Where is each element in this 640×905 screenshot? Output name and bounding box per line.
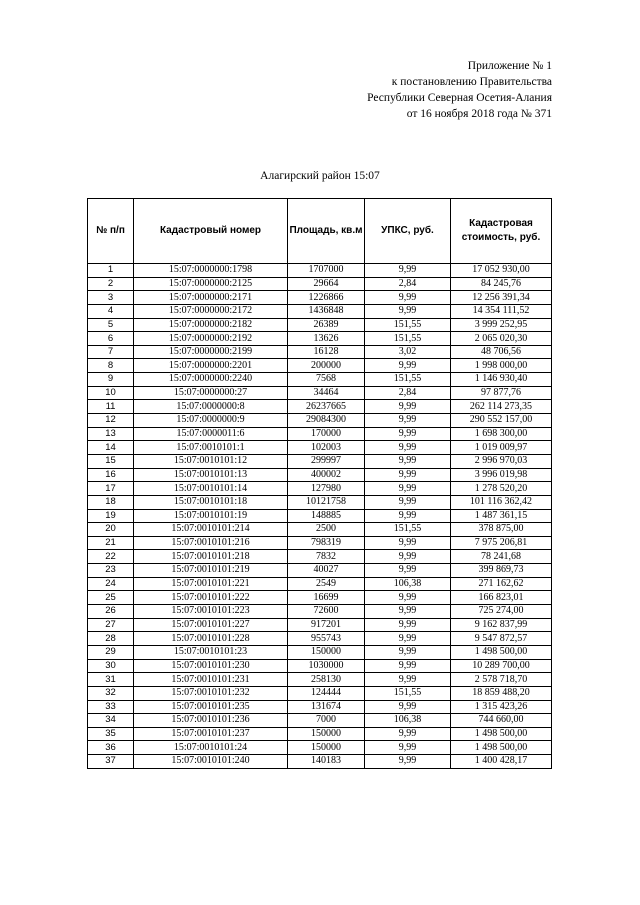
column-header-cadastral-value: Кадастровая стоимость, руб.: [451, 199, 552, 264]
upks-cell: 151,55: [365, 523, 451, 537]
cadastral-value-cell: 9 162 837,99: [451, 618, 552, 632]
column-header-area: Площадь, кв.м: [288, 199, 365, 264]
area-cell: 7000: [288, 714, 365, 728]
cadastral-number-cell: 15:07:0010101:240: [134, 755, 288, 769]
upks-cell: 9,99: [365, 482, 451, 496]
row-number-cell: 5: [88, 318, 134, 332]
upks-cell: 9,99: [365, 536, 451, 550]
upks-cell: 9,99: [365, 427, 451, 441]
appendix-line: к постановлению Правительства: [391, 76, 552, 88]
row-number-cell: 19: [88, 509, 134, 523]
area-cell: 258130: [288, 673, 365, 687]
area-cell: 7832: [288, 550, 365, 564]
cadastral-number-cell: 15:07:0010101:227: [134, 618, 288, 632]
table-header: [88, 199, 552, 264]
table-row: [88, 686, 552, 700]
area-cell: 1226866: [288, 291, 365, 305]
area-cell: 150000: [288, 645, 365, 659]
table-row: [88, 755, 552, 769]
table-row: [88, 482, 552, 496]
upks-cell: 9,99: [365, 468, 451, 482]
area-cell: 150000: [288, 727, 365, 741]
row-number-cell: 12: [88, 414, 134, 428]
table-row: [88, 332, 552, 346]
cadastral-number-cell: 15:07:0000000:2125: [134, 277, 288, 291]
row-number-cell: 36: [88, 741, 134, 755]
row-number-cell: 16: [88, 468, 134, 482]
appendix-header: [367, 58, 552, 122]
cadastral-value-cell: 2 065 020,30: [451, 332, 552, 346]
area-cell: 400002: [288, 468, 365, 482]
cadastral-number-cell: 15:07:0010101:236: [134, 714, 288, 728]
table-row: [88, 509, 552, 523]
cadastral-value-cell: 2 996 970,03: [451, 454, 552, 468]
cadastral-value-cell: 725 274,00: [451, 605, 552, 619]
upks-cell: 9,99: [365, 605, 451, 619]
upks-cell: 3,02: [365, 345, 451, 359]
cadastral-number-cell: 15:07:0000000:2240: [134, 373, 288, 387]
row-number-cell: 13: [88, 427, 134, 441]
row-number-cell: 30: [88, 659, 134, 673]
cadastral-number-cell: 15:07:0010101:12: [134, 454, 288, 468]
upks-cell: 9,99: [365, 632, 451, 646]
area-cell: 26389: [288, 318, 365, 332]
table-row: [88, 550, 552, 564]
upks-cell: 9,99: [365, 700, 451, 714]
cadastral-value-cell: 3 999 252,95: [451, 318, 552, 332]
cadastral-value-cell: 78 241,68: [451, 550, 552, 564]
row-number-cell: 33: [88, 700, 134, 714]
area-cell: 200000: [288, 359, 365, 373]
cadastral-number-cell: 15:07:0010101:221: [134, 577, 288, 591]
row-number-cell: 28: [88, 632, 134, 646]
area-cell: 131674: [288, 700, 365, 714]
cadastral-number-cell: 15:07:0010101:232: [134, 686, 288, 700]
cadastral-number-cell: 15:07:0010101:18: [134, 495, 288, 509]
table-row: [88, 345, 552, 359]
cadastral-number-cell: 15:07:0000000:1798: [134, 264, 288, 278]
cadastral-number-cell: 15:07:0000000:2201: [134, 359, 288, 373]
row-number-cell: 35: [88, 727, 134, 741]
row-number-cell: 21: [88, 536, 134, 550]
upks-cell: 9,99: [365, 454, 451, 468]
cadastral-number-cell: 15:07:0010101:237: [134, 727, 288, 741]
upks-cell: 106,38: [365, 714, 451, 728]
table-row: [88, 264, 552, 278]
table-row: [88, 427, 552, 441]
area-cell: 2500: [288, 523, 365, 537]
row-number-cell: 23: [88, 564, 134, 578]
column-header-number: № п/п: [88, 199, 134, 264]
cadastral-number-cell: 15:07:0000000:2199: [134, 345, 288, 359]
table-row: [88, 318, 552, 332]
appendix-line: от 16 ноября 2018 года № 371: [406, 108, 552, 120]
row-number-cell: 10: [88, 386, 134, 400]
area-cell: 148885: [288, 509, 365, 523]
cadastral-number-cell: 15:07:0010101:218: [134, 550, 288, 564]
upks-cell: 9,99: [365, 264, 451, 278]
cadastral-value-cell: 3 996 019,98: [451, 468, 552, 482]
upks-cell: 9,99: [365, 414, 451, 428]
cadastral-value-cell: 1 315 423,26: [451, 700, 552, 714]
column-header-upks: УПКС, руб.: [365, 199, 451, 264]
cadastral-value-cell: 1 498 500,00: [451, 727, 552, 741]
area-cell: 34464: [288, 386, 365, 400]
table-row: [88, 359, 552, 373]
area-cell: 1436848: [288, 304, 365, 318]
area-cell: 16128: [288, 345, 365, 359]
table-row: [88, 591, 552, 605]
area-cell: 1030000: [288, 659, 365, 673]
cadastral-value-cell: 262 114 273,35: [451, 400, 552, 414]
cadastral-value-cell: 744 660,00: [451, 714, 552, 728]
area-cell: 798319: [288, 536, 365, 550]
upks-cell: 106,38: [365, 577, 451, 591]
row-number-cell: 3: [88, 291, 134, 305]
cadastral-number-cell: 15:07:0000000:8: [134, 400, 288, 414]
table-row: [88, 673, 552, 687]
upks-cell: 151,55: [365, 318, 451, 332]
cadastral-number-cell: 15:07:0010101:19: [134, 509, 288, 523]
area-cell: 2549: [288, 577, 365, 591]
table-row: [88, 468, 552, 482]
cadastral-value-cell: 7 975 206,81: [451, 536, 552, 550]
table-row: [88, 727, 552, 741]
table-row: [88, 495, 552, 509]
area-cell: 16699: [288, 591, 365, 605]
area-cell: 1707000: [288, 264, 365, 278]
cadastral-number-cell: 15:07:0010101:230: [134, 659, 288, 673]
upks-cell: 151,55: [365, 686, 451, 700]
table-row: [88, 441, 552, 455]
cadastral-number-cell: 15:07:0010101:24: [134, 741, 288, 755]
cadastral-number-cell: 15:07:0000000:2172: [134, 304, 288, 318]
table-row: [88, 659, 552, 673]
table-row: [88, 632, 552, 646]
upks-cell: 151,55: [365, 332, 451, 346]
area-cell: 40027: [288, 564, 365, 578]
row-number-cell: 7: [88, 345, 134, 359]
cadastral-value-cell: 290 552 157,00: [451, 414, 552, 428]
row-number-cell: 17: [88, 482, 134, 496]
row-number-cell: 34: [88, 714, 134, 728]
cadastral-value-cell: 17 052 930,00: [451, 264, 552, 278]
table-row: [88, 645, 552, 659]
table-row: [88, 523, 552, 537]
cadastral-value-cell: 1 400 428,17: [451, 755, 552, 769]
upks-cell: 9,99: [365, 673, 451, 687]
table-row: [88, 277, 552, 291]
cadastral-value-cell: 48 706,56: [451, 345, 552, 359]
row-number-cell: 32: [88, 686, 134, 700]
table-row: [88, 741, 552, 755]
cadastral-number-cell: 15:07:0000011:6: [134, 427, 288, 441]
row-number-cell: 14: [88, 441, 134, 455]
cadastral-value-cell: 18 859 488,20: [451, 686, 552, 700]
upks-cell: 9,99: [365, 550, 451, 564]
cadastral-value-cell: 10 289 700,00: [451, 659, 552, 673]
cadastral-value-cell: 9 547 872,57: [451, 632, 552, 646]
cadastral-value-cell: 378 875,00: [451, 523, 552, 537]
cadastral-value-cell: 271 162,62: [451, 577, 552, 591]
row-number-cell: 22: [88, 550, 134, 564]
upks-cell: 151,55: [365, 373, 451, 387]
area-cell: 140183: [288, 755, 365, 769]
upks-cell: 9,99: [365, 645, 451, 659]
cadastral-table: [87, 198, 552, 769]
cadastral-number-cell: 15:07:0000000:9: [134, 414, 288, 428]
upks-cell: 9,99: [365, 304, 451, 318]
area-cell: 29084300: [288, 414, 365, 428]
column-header-cadastral-number: Кадастровый номер: [134, 199, 288, 264]
cadastral-value-cell: 1 278 520,20: [451, 482, 552, 496]
upks-cell: 2,84: [365, 386, 451, 400]
cadastral-value-cell: 1 487 361,15: [451, 509, 552, 523]
upks-cell: 9,99: [365, 495, 451, 509]
area-cell: 955743: [288, 632, 365, 646]
row-number-cell: 25: [88, 591, 134, 605]
table-row: [88, 605, 552, 619]
upks-cell: 9,99: [365, 441, 451, 455]
cadastral-number-cell: 15:07:0010101:231: [134, 673, 288, 687]
cadastral-number-cell: 15:07:0010101:13: [134, 468, 288, 482]
area-cell: 127980: [288, 482, 365, 496]
row-number-cell: 4: [88, 304, 134, 318]
row-number-cell: 37: [88, 755, 134, 769]
table-body: [88, 264, 552, 769]
cadastral-number-cell: 15:07:0000000:2192: [134, 332, 288, 346]
upks-cell: 9,99: [365, 564, 451, 578]
cadastral-value-cell: 2 578 718,70: [451, 673, 552, 687]
table-row: [88, 714, 552, 728]
cadastral-number-cell: 15:07:0000000:27: [134, 386, 288, 400]
cadastral-value-cell: 166 823,01: [451, 591, 552, 605]
upks-cell: 9,99: [365, 291, 451, 305]
upks-cell: 9,99: [365, 755, 451, 769]
upks-cell: 9,99: [365, 591, 451, 605]
area-cell: 299997: [288, 454, 365, 468]
row-number-cell: 26: [88, 605, 134, 619]
appendix-line: Республики Северная Осетия-Алания: [367, 92, 552, 104]
cadastral-value-cell: 1 498 500,00: [451, 645, 552, 659]
row-number-cell: 20: [88, 523, 134, 537]
table-row: [88, 291, 552, 305]
cadastral-value-cell: 1 698 300,00: [451, 427, 552, 441]
cadastral-value-cell: 1 019 009,97: [451, 441, 552, 455]
area-cell: 10121758: [288, 495, 365, 509]
row-number-cell: 6: [88, 332, 134, 346]
table-row: [88, 414, 552, 428]
row-number-cell: 11: [88, 400, 134, 414]
cadastral-value-cell: 84 245,76: [451, 277, 552, 291]
table-row: [88, 304, 552, 318]
cadastral-value-cell: 1 998 000,00: [451, 359, 552, 373]
row-number-cell: 18: [88, 495, 134, 509]
upks-cell: 9,99: [365, 659, 451, 673]
cadastral-value-cell: 14 354 111,52: [451, 304, 552, 318]
upks-cell: 9,99: [365, 400, 451, 414]
cadastral-number-cell: 15:07:0010101:14: [134, 482, 288, 496]
area-cell: 72600: [288, 605, 365, 619]
upks-cell: 2,84: [365, 277, 451, 291]
appendix-line: Приложение № 1: [467, 60, 552, 72]
cadastral-number-cell: 15:07:0010101:235: [134, 700, 288, 714]
table-row: [88, 373, 552, 387]
row-number-cell: 9: [88, 373, 134, 387]
table-row: [88, 700, 552, 714]
table-row: [88, 400, 552, 414]
table-row: [88, 536, 552, 550]
cadastral-number-cell: 15:07:0010101:219: [134, 564, 288, 578]
cadastral-value-cell: 1 498 500,00: [451, 741, 552, 755]
area-cell: 124444: [288, 686, 365, 700]
table-row: [88, 577, 552, 591]
row-number-cell: 15: [88, 454, 134, 468]
district-title: Алагирский район 15:07: [260, 170, 380, 182]
row-number-cell: 27: [88, 618, 134, 632]
cadastral-number-cell: 15:07:0000000:2171: [134, 291, 288, 305]
row-number-cell: 1: [88, 264, 134, 278]
area-cell: 7568: [288, 373, 365, 387]
area-cell: 917201: [288, 618, 365, 632]
area-cell: 29664: [288, 277, 365, 291]
cadastral-number-cell: 15:07:0010101:214: [134, 523, 288, 537]
row-number-cell: 31: [88, 673, 134, 687]
row-number-cell: 8: [88, 359, 134, 373]
table-row: [88, 454, 552, 468]
upks-cell: 9,99: [365, 618, 451, 632]
cadastral-number-cell: 15:07:0010101:216: [134, 536, 288, 550]
row-number-cell: 29: [88, 645, 134, 659]
table-row: [88, 618, 552, 632]
row-number-cell: 24: [88, 577, 134, 591]
area-cell: 102003: [288, 441, 365, 455]
cadastral-number-cell: 15:07:0010101:1: [134, 441, 288, 455]
cadastral-value-cell: 399 869,73: [451, 564, 552, 578]
area-cell: 13626: [288, 332, 365, 346]
cadastral-value-cell: 101 116 362,42: [451, 495, 552, 509]
area-cell: 150000: [288, 741, 365, 755]
upks-cell: 9,99: [365, 727, 451, 741]
cadastral-number-cell: 15:07:0010101:223: [134, 605, 288, 619]
cadastral-value-cell: 12 256 391,34: [451, 291, 552, 305]
upks-cell: 9,99: [365, 509, 451, 523]
cadastral-value-cell: 97 877,76: [451, 386, 552, 400]
area-cell: 26237665: [288, 400, 365, 414]
cadastral-number-cell: 15:07:0010101:222: [134, 591, 288, 605]
cadastral-value-cell: 1 146 930,40: [451, 373, 552, 387]
table-row: [88, 386, 552, 400]
cadastral-number-cell: 15:07:0010101:228: [134, 632, 288, 646]
cadastral-number-cell: 15:07:0010101:23: [134, 645, 288, 659]
area-cell: 170000: [288, 427, 365, 441]
cadastral-number-cell: 15:07:0000000:2182: [134, 318, 288, 332]
upks-cell: 9,99: [365, 359, 451, 373]
upks-cell: 9,99: [365, 741, 451, 755]
table-row: [88, 564, 552, 578]
row-number-cell: 2: [88, 277, 134, 291]
